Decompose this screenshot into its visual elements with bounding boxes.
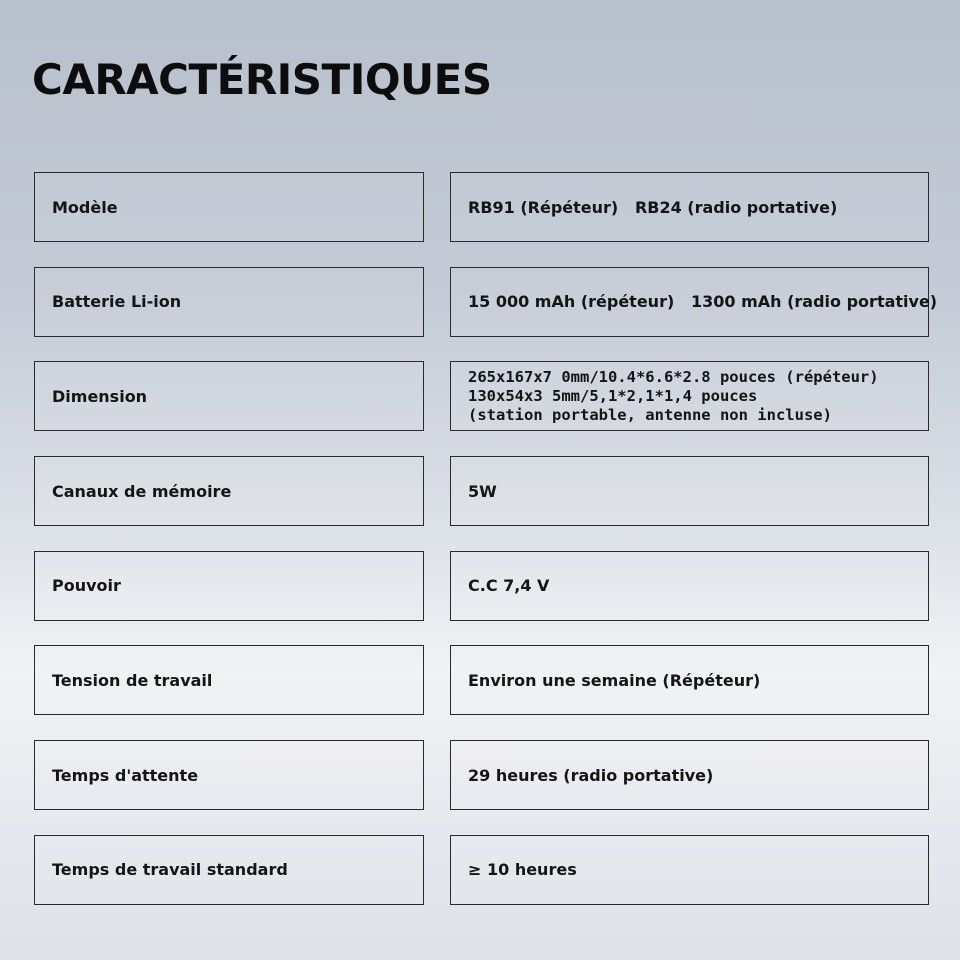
spec-label: Modèle — [52, 197, 118, 217]
spec-value-line: (station portable, antenne non incluse) — [468, 405, 832, 424]
spec-label-cell — [34, 740, 424, 810]
spec-value-cell — [450, 456, 929, 526]
spec-value: 15 000 mAh (répéteur) 1300 mAh (radio portative) — [468, 292, 938, 312]
spec-label-cell — [34, 645, 424, 715]
spec-row-model — [34, 172, 929, 242]
spec-value: C.C 7,4 V — [468, 576, 550, 596]
spec-value-cell — [450, 835, 929, 905]
spec-value: Environ une semaine (Répéteur) — [468, 670, 761, 690]
spec-value-cell — [450, 645, 929, 715]
spec-label: Temps d'attente — [52, 765, 199, 785]
spec-value: ≥ 10 heures — [468, 860, 577, 880]
spec-value-line: 265x167x7 0mm/10.4*6.6*2.8 pouces (répéteur) — [468, 367, 879, 386]
spec-label-cell — [34, 267, 424, 337]
spec-row-memory-channels — [34, 456, 929, 526]
spec-label: Dimension — [52, 386, 148, 406]
spec-value: 5W — [468, 481, 497, 501]
spec-label-cell — [34, 835, 424, 905]
spec-row-standby-time — [34, 740, 929, 810]
spec-row-battery — [34, 267, 938, 337]
spec-label: Canaux de mémoire — [52, 481, 232, 501]
spec-value-cell — [450, 361, 929, 431]
spec-row-standard-working-time — [34, 835, 929, 905]
spec-label: Tension de travail — [52, 670, 213, 690]
spec-label-cell — [34, 172, 424, 242]
spec-value-cell — [450, 267, 938, 337]
spec-value-line: 130x54x3 5mm/5,1*2,1*1,4 pouces — [468, 386, 758, 405]
spec-label: Pouvoir — [52, 576, 121, 596]
spec-label: Temps de travail standard — [52, 860, 288, 880]
spec-row-dimension — [34, 361, 929, 431]
spec-label-cell — [34, 456, 424, 526]
spec-value: RB91 (Répéteur) RB24 (radio portative) — [468, 197, 838, 217]
spec-value: 29 heures (radio portative) — [468, 765, 714, 785]
page-title: CARACTÉRISTIQUES — [32, 55, 492, 104]
spec-row-power — [34, 551, 929, 621]
spec-value-cell — [450, 740, 929, 810]
spec-table — [34, 172, 938, 930]
spec-row-working-voltage — [34, 645, 929, 715]
spec-label-cell — [34, 361, 424, 431]
spec-value-cell — [450, 551, 929, 621]
spec-label: Batterie Li-ion — [52, 292, 182, 312]
spec-label-cell — [34, 551, 424, 621]
spec-value-cell — [450, 172, 929, 242]
